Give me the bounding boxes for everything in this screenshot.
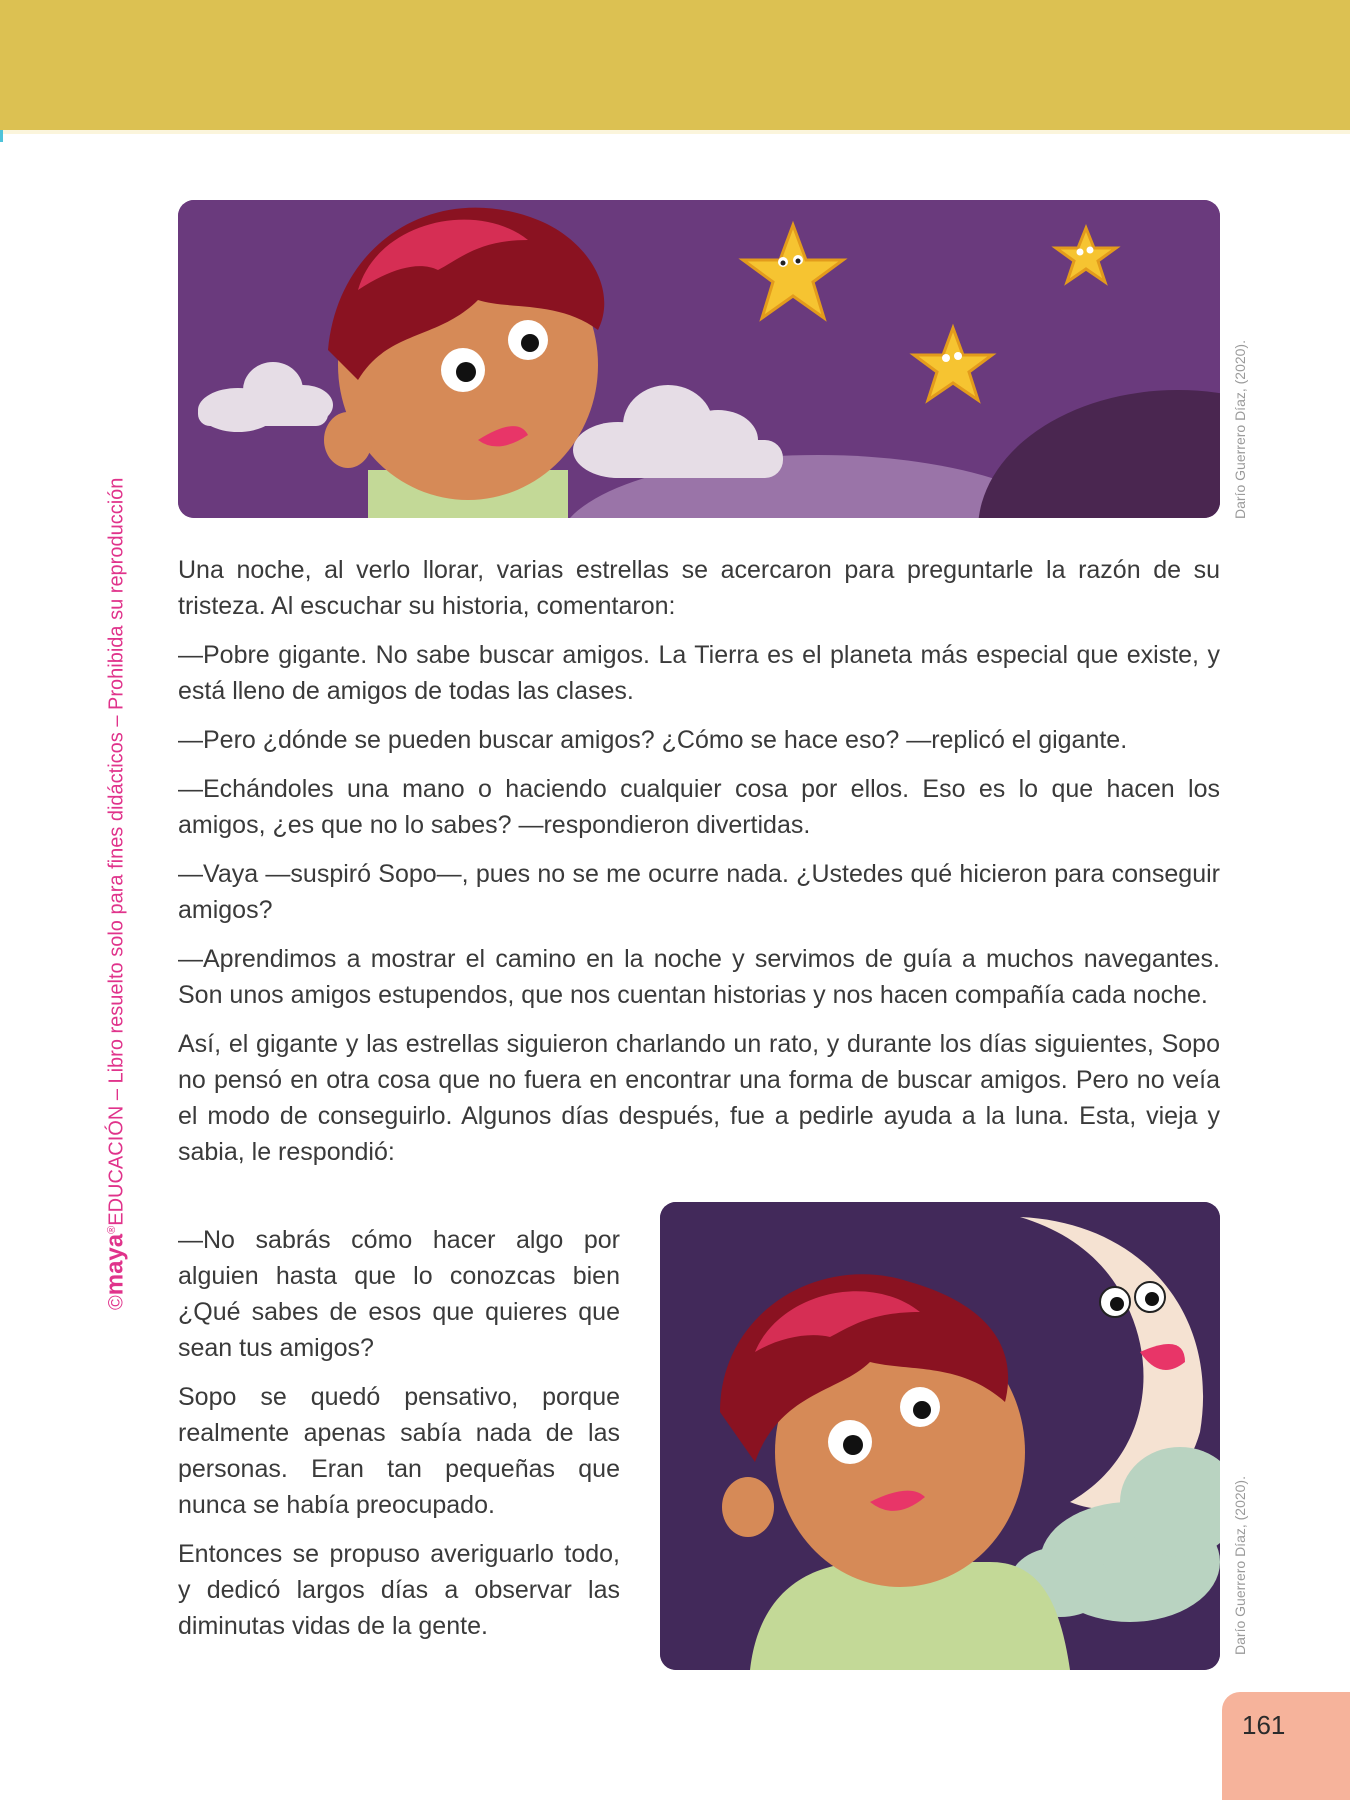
header-accent-tick — [0, 130, 3, 142]
story-text — [178, 552, 1220, 1183]
copyright-symbol: © — [105, 1295, 128, 1310]
copyright-notice: EDUCACIÓN – Libro resuelto solo para fines didácticos – Prohibida su reproducción — [105, 477, 128, 1226]
registered-mark: ® — [106, 1225, 118, 1234]
page-number-tab — [1222, 1692, 1350, 1800]
header-divider — [0, 130, 1350, 134]
illustration-boy-with-moon — [660, 1202, 1220, 1670]
header-band — [0, 0, 1350, 130]
story-paragraph: —Echándoles una mano o haciendo cualquier cosa por ellos. Eso es lo que hacen los amigos, ¿es que no lo sabes? —respondieron divertidas. — [178, 775, 1220, 839]
brand-logo-text: maya — [101, 1233, 129, 1296]
story-paragraph: —Pobre gigante. No sabe buscar amigos. La Tierra es el planeta más especial que existe, y está lleno de amigos de todas las clases. — [178, 641, 1220, 705]
copyright-side-label — [97, 450, 127, 1310]
story-paragraph: —Vaya —suspiró Sopo—, pues no se me ocurre nada. ¿Ustedes qué hicieron para conseguir amigos? — [178, 860, 1220, 924]
story-paragraph: —Aprendimos a mostrar el camino en la noche y servimos de guía a muchos navegantes. Son unos amigos estupendos, que nos cuentan historias y nos hacen compañía cada noche. — [178, 945, 1220, 1009]
story-paragraph: Sopo se quedó pensativo, porque realmente apenas sabía nada de las personas. Eran tan pequeñas que nunca se había preocupado. — [178, 1383, 620, 1519]
page-number: 161 — [1242, 1710, 1286, 1740]
story-paragraph: Una noche, al verlo llorar, varias estrellas se acercaron para preguntarle la razón de su tristeza. Al escuchar su historia, comentaron: — [178, 556, 1220, 620]
story-paragraph: —Pero ¿dónde se pueden buscar amigos? ¿Cómo se hace eso? —replicó el gigante. — [178, 726, 1128, 754]
illustration-boy-with-stars — [178, 200, 1220, 518]
story-paragraph: —No sabrás cómo hacer algo por alguien hasta que lo conozcas bien ¿Qué sabes de esos que quieres que sean tus amigos? — [178, 1226, 620, 1362]
story-text-column — [178, 1222, 620, 1657]
story-paragraph: Así, el gigante y las estrellas siguieron charlando un rato, y durante los días siguientes, Sopo no pensó en otra cosa que no fuera en encontrar una forma de buscar amigos. Pero no veía el modo de conseguirlo. Algunos días después, fue a pedirle ayuda a la luna. Esta, vieja y sabia, le respondió: — [178, 1030, 1220, 1166]
illustration-credit: Darío Guerrero Díaz, (2020). — [1232, 340, 1248, 519]
illustration-credit: Darío Guerrero Díaz, (2020). — [1232, 1476, 1248, 1655]
story-paragraph: Entonces se propuso averiguarlo todo, y dedicó largos días a observar las diminutas vidas de la gente. — [178, 1540, 620, 1640]
